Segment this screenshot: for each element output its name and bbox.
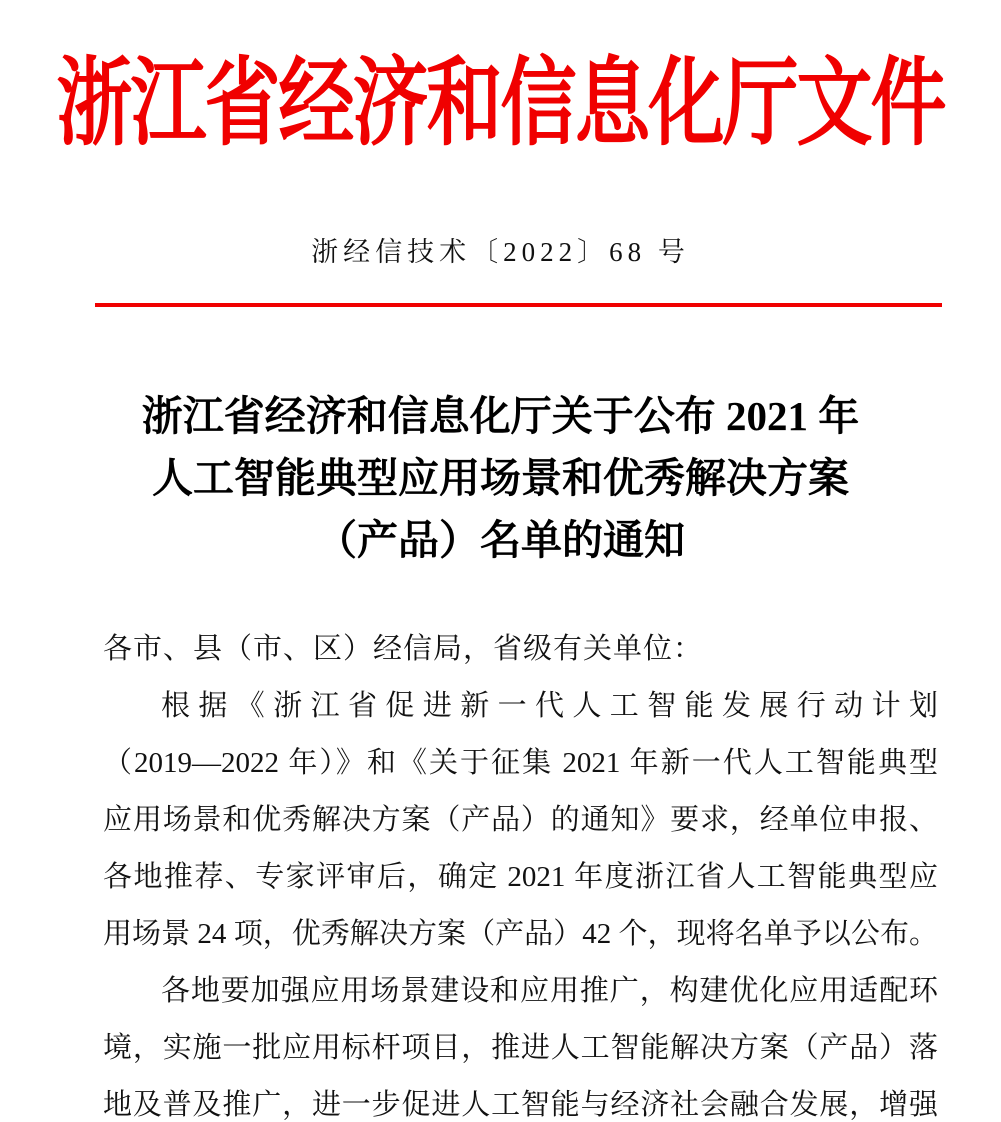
document-title-line-3: （产品）名单的通知 — [316, 517, 685, 563]
paragraph-2-line-3: 地及普及推广，进一步促进人工智能与经济社会融合发展，增强 — [103, 1089, 938, 1121]
document-title-line-1: 浙江省经济和信息化厅关于公布 2021 年 — [141, 393, 860, 439]
paragraph-2-line-2: 境，实施一批应用标杆项目，推进人工智能解决方案（产品）落 — [103, 1032, 938, 1064]
paragraph-1-line-2: （2019—2022 年）》和《关于征集 2021 年新一代人工智能典型 — [103, 747, 938, 779]
paragraph-1-line-1: 根据《浙江省促进新一代人工智能发展行动计划 — [161, 690, 938, 722]
paragraph-1-line-4: 各地推荐、专家评审后，确定 2021 年度浙江省人工智能典型应 — [103, 861, 938, 893]
red-divider-rule — [95, 303, 942, 307]
document-body — [103, 621, 938, 1122]
paragraph-1-line-3: 应用场景和优秀解决方案（产品）的通知》要求，经单位申报、 — [103, 804, 938, 836]
paragraph-1 — [103, 678, 938, 963]
paragraph-1-line-5: 用场景 24 项，优秀解决方案（产品）42 个，现将名单予以公布。 — [103, 918, 938, 950]
document-number: 浙经信技术〔2022〕68 号 — [311, 237, 690, 267]
paragraph-2 — [103, 963, 938, 1122]
letterhead-title: 浙江省经济和信息化厅文件 — [56, 51, 945, 158]
salutation-line: 各市、县（市、区）经信局，省级有关单位： — [103, 633, 704, 665]
document-title — [60, 385, 941, 571]
document-title-line-2: 人工智能典型应用场景和优秀解决方案 — [152, 455, 849, 501]
paragraph-2-line-1: 各地要加强应用场景建设和应用推广，构建优化应用适配环 — [161, 975, 938, 1007]
